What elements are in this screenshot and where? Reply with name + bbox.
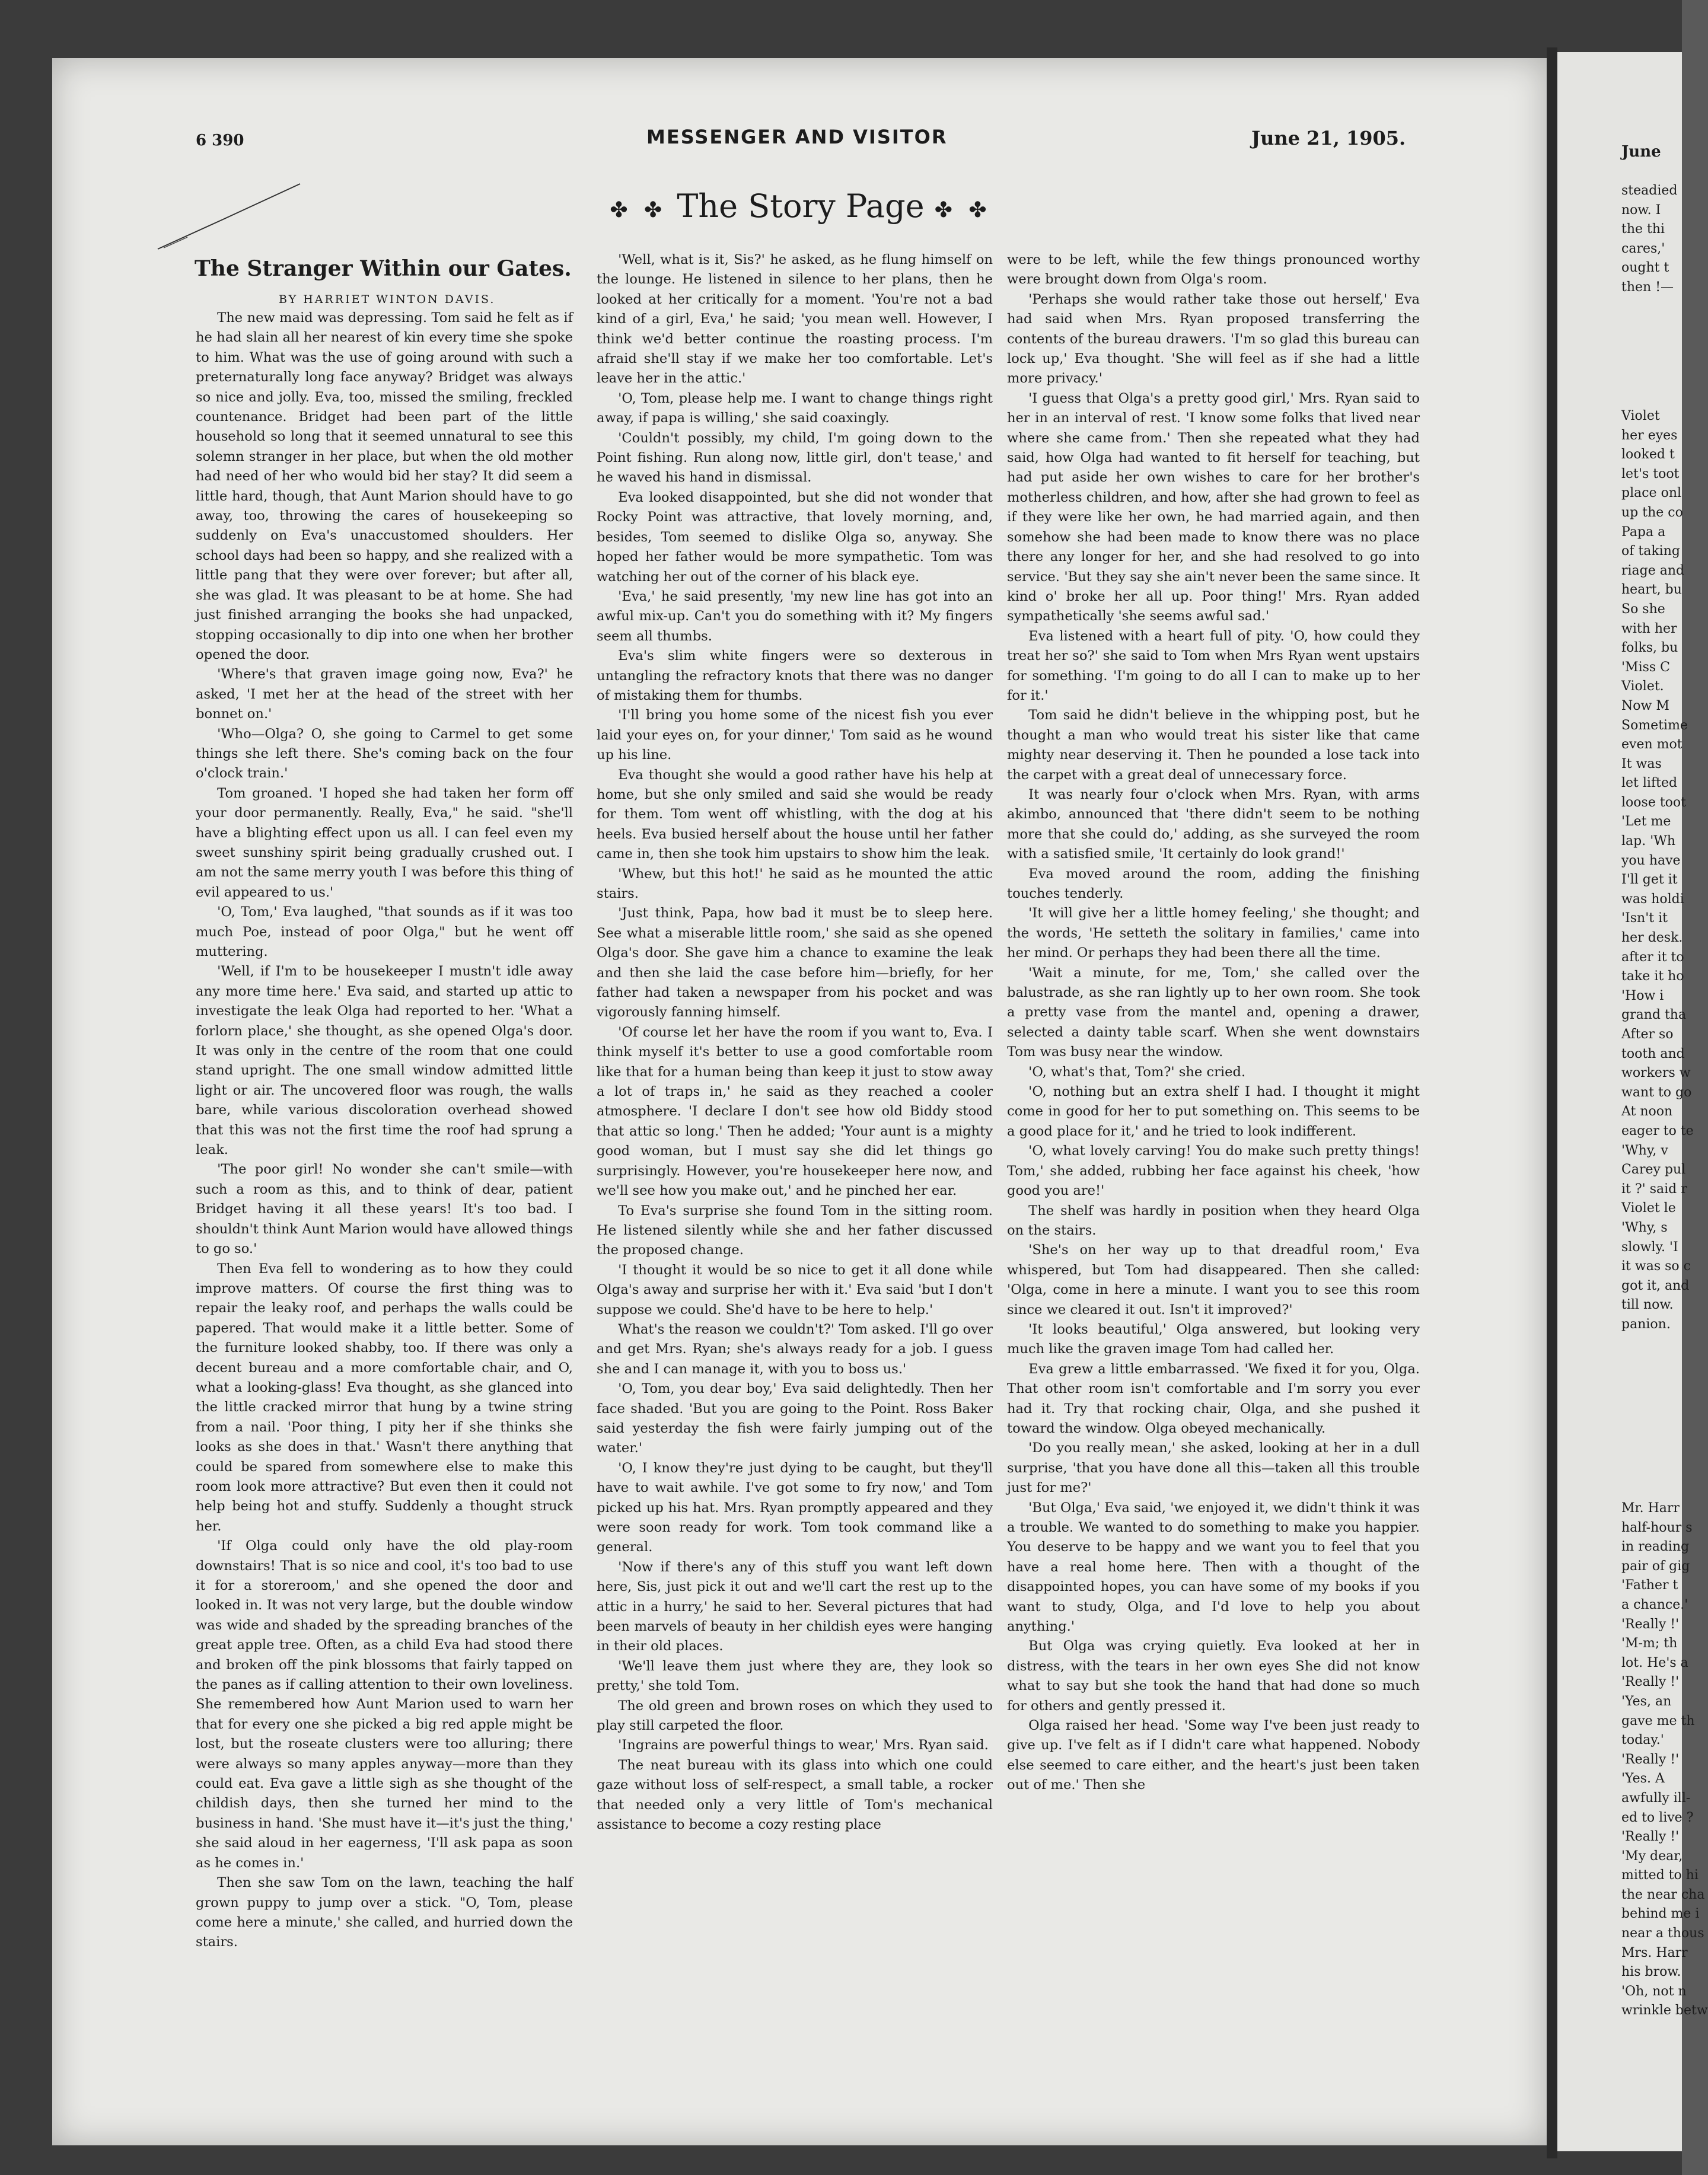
ornament-right-icon: ✤ ✤ <box>934 198 992 222</box>
adjacent-page-line: 'Really !' <box>1621 1616 1680 1632</box>
paragraph: 'O, what's that, Tom?' she cried. <box>1028 1064 1246 1080</box>
story-byline: BY HARRIET WINTON DAVIS. <box>279 293 496 306</box>
adjacent-page-line: 'Let me <box>1621 814 1671 830</box>
adjacent-page-line: 'Yes. A <box>1621 1771 1665 1787</box>
page-gutter <box>1547 47 1557 2158</box>
paragraph: were to be left, while the few things pronounced worthy were brought down from Olga's room. <box>1007 252 1420 288</box>
adjacent-page-line: it ?' said r <box>1621 1181 1687 1197</box>
text-column-2 <box>597 250 993 1835</box>
adjacent-page-line: At noon <box>1621 1104 1673 1120</box>
adjacent-page-line: 'Yes, an <box>1621 1694 1672 1709</box>
adjacent-page-line: slowly. 'I <box>1621 1239 1678 1255</box>
adjacent-page-line: lap. 'Wh <box>1621 834 1676 849</box>
adjacent-page-line: want to go <box>1621 1085 1692 1100</box>
paragraph: The new maid was depressing. Tom said he felt as if he had slain all her nearest of kin every time she spoke to him. What was the use of going around with such a preternaturally long face anyway? Bridget was always so nice and jolly. Eva, too, missed the smiling, freckled countenance. Bridget had been part of the little household so long that it seemed unnatural to see this solemn stranger in her place, but when the old mother had need of her who would bid her stay? It did seem a little hard, though, that Aunt Marion should have to go away, too, throwing the cares of housekeeping so suddenly on Eva's unaccustomed shoulders. Her school days had been so happy, and she realized with a little pang that they were over forever; but after all, she was glad. It was pleasant to be at home. She had just finished arranging the books she had unpacked, stopping occasionally to dip into one when her brother opened the door. <box>196 310 573 662</box>
adjacent-page-line: 'Isn't it <box>1621 911 1668 926</box>
adjacent-page-line: Carey pul <box>1621 1162 1686 1178</box>
paragraph: Then she saw Tom on the lawn, teaching the half grown puppy to jump over a stick. "O, Tom, please come here a minute,' she called, and hurried down the stairs. <box>196 1875 573 1950</box>
paragraph: 'Who—Olga? O, she going to Carmel to get some things she left there. She's coming back on the four o'clock train.' <box>196 726 573 782</box>
adjacent-page-line: awfully ill- <box>1621 1790 1691 1806</box>
adjacent-page-line: 'Why, v <box>1621 1143 1668 1158</box>
adjacent-page-lines-middle <box>1621 407 1693 1335</box>
issue-date: June 21, 1905. <box>1251 127 1406 149</box>
adjacent-page-line: the thi <box>1621 222 1665 237</box>
adjacent-page-line: Papa a <box>1621 524 1666 540</box>
adjacent-page-line: So she <box>1621 601 1665 617</box>
ornament-left-icon: ✤ ✤ <box>610 198 667 222</box>
paragraph: 'Wait a minute, for me, Tom,' she called over the balustrade, as she ran lightly up to her own room. She took a pretty vase from the mantel and, opening a drawer, selected a dainty table scarf. When she went downstairs Tom was busy near the window. <box>1007 965 1420 1060</box>
adjacent-page-line: 'M-m; th <box>1621 1636 1678 1651</box>
adjacent-page-line: Sometime <box>1621 717 1688 733</box>
paragraph: 'We'll leave them just where they are, they look so pretty,' she told Tom. <box>597 1658 993 1694</box>
adjacent-page-line: 'Miss C <box>1621 659 1671 675</box>
adjacent-page-line: let's toot <box>1621 466 1680 481</box>
paragraph: 'Well, what is it, Sis?' he asked, as he flung himself on the lounge. He listened in silence to her plans, then he looked at her critically for a moment. 'You're not a bad kind of a girl, Eva,' he said; 'you mean well. However, I think we'd better continue the roasting process. I'm afraid she'll stay if we make her too comfortable. Let's leave her in the attic.' <box>597 252 993 387</box>
paragraph: Eva moved around the room, adding the finishing touches tenderly. <box>1007 866 1420 901</box>
adjacent-page-line: 'Really !' <box>1621 1829 1680 1845</box>
section-heading <box>587 187 1014 225</box>
paragraph: 'Ingrains are powerful things to wear,' Mrs. Ryan said. <box>618 1737 989 1753</box>
paragraph: Eva grew a little embarrassed. 'We fixed it for you, Olga. That other room isn't comfortable and I'm sorry you ever had it. Try that rocking chair, Olga, and she pushed it toward the window. Olga obeyed mechanically. <box>1007 1361 1420 1436</box>
adjacent-page-line: was holdi <box>1621 891 1684 907</box>
scratch-mark <box>152 178 306 261</box>
paragraph: Eva's slim white fingers were so dexterous in untangling the refractory knots that there was no danger of mistaking them for thumbs. <box>597 648 993 703</box>
paragraph: To Eva's surprise she found Tom in the sitting room. He listened silently while she and her father discussed the proposed change. <box>597 1203 993 1258</box>
adjacent-page-line: you have <box>1621 853 1681 868</box>
section-title: The Story Page <box>677 187 925 225</box>
adjacent-page-line: pair of gig <box>1621 1558 1690 1574</box>
paragraph: The neat bureau with its glass into which one could gaze without loss of self-respect, a small table, a rocker that needed only a very little of Tom's mechanical assistance to become a cozy resting place <box>597 1757 993 1833</box>
paragraph: Tom groaned. 'I hoped she had taken her form off your door permanently. Really, Eva," he said. "she'll have a blighting effect upon us all. I can feel even my sweet sunshiny spirit being gradually crushed out. I am not the same merry youth I was before this thing of evil appeared to us.' <box>196 785 573 900</box>
text-column-1 <box>196 308 573 1953</box>
paragraph: Olga raised her head. 'Some way I've been just ready to give up. I've felt as if I didn't care what happened. Nobody else seemed to care either, and the heart's just been taken out of me.' Then she <box>1007 1718 1420 1793</box>
paragraph: What's the reason we couldn't?' Tom asked. I'll go over and get Mrs. Ryan; she's always ready for a job. I guess she and I can manage it, with you to boss us.' <box>597 1321 993 1377</box>
adjacent-page-line: then !— <box>1621 279 1674 295</box>
adjacent-page-lines-bottom <box>1621 1499 1708 2021</box>
adjacent-page-line: panion. <box>1621 1316 1671 1332</box>
adjacent-page-line: looked t <box>1621 447 1675 463</box>
adjacent-page-line: a chance.' <box>1621 1597 1688 1612</box>
story-title: The Stranger Within our Gates. <box>195 256 572 281</box>
paragraph: Then Eva fell to wondering as to how they could improve matters. Of course the first thing was to repair the leaky roof, and perhaps the walls could be papered. That would make it a little better. Some of the furniture looked shabby, too. If there was only a decent bureau and a more comfortable chair, and O, what a looking-glass! Eva thought, as she glanced into the little cracked mirror that hung by a twine string from a nail. 'Poor thing, I pity her if she thinks she looks as she does in that.' Wasn't there anything that could be spared from somewhere else to make this room look more attractive? But even then it could not help being hot and stuffy. Suddenly a thought struck her. <box>196 1261 573 1534</box>
paragraph: Tom said he didn't believe in the whipping post, but he thought a man who would treat his sister like that came mighty near deserving it. Then he pounded a lose tack into the carpet with a great deal of unnecessary force. <box>1007 707 1420 783</box>
adjacent-page-line: up the co <box>1621 505 1683 520</box>
paragraph: 'It will give her a little homey feeling,' she thought; and the words, 'He setteth the solitary in families,' came into her mind. Or perhaps they had been there all the time. <box>1007 905 1420 961</box>
adjacent-page-line: till now. <box>1621 1297 1674 1313</box>
newspaper-masthead: MESSENGER AND VISITOR <box>646 126 948 148</box>
adjacent-page-line: in reading <box>1621 1539 1690 1555</box>
paragraph: 'I guess that Olga's a pretty good girl,' Mrs. Ryan said to her in an interval of rest. 'I know some folks that lived near where she came from.' Then she repeated what they had said, how Olga had wanted to fit herself for teaching, but had put aside her own wishes to care for her brother's motherless children, and how, after she had grown to feel as if they were like her own, he had married again, and then somehow she had been made to know there was no place there any longer for her, and she had resolved to go into service. 'But they say she ain't never been the same since. It kind o' broke her all up. Poor thing!' Mrs. Ryan added sympathetically 'she seems awful sad.' <box>1007 390 1420 624</box>
adjacent-page-line: mitted to hi <box>1621 1868 1699 1883</box>
adjacent-page-line: Violet. <box>1621 679 1664 694</box>
adjacent-page-line: let lifted <box>1621 776 1678 791</box>
adjacent-page-line: half-hour s <box>1621 1520 1693 1535</box>
adjacent-page-line: now. I <box>1621 202 1661 218</box>
paragraph: Eva looked disappointed, but she did not wonder that Rocky Point was attractive, that lovely morning, and, besides, Tom seemed to dislike Olga so, anyway. She hoped her father would be more sympathetic. Tom was watching her out of the corner of his black eye. <box>597 489 993 585</box>
paragraph: 'Couldn't possibly, my child, I'm going down to the Point fishing. Run along now, little girl, don't tease,' and he waved his hand in dismissal. <box>597 430 993 486</box>
adjacent-page-line: 'Oh, not n <box>1621 1983 1687 1999</box>
adjacent-page-line: near a thous <box>1621 1926 1704 1941</box>
adjacent-page-line: grand tha <box>1621 1007 1687 1023</box>
paragraph: 'O, Tom, you dear boy,' Eva said delightedly. Then her face shaded. 'But you are going to the Point. Ross Baker said yesterday the fish were fairly jumping out of the water.' <box>597 1381 993 1456</box>
adjacent-page-line: I'll get it <box>1621 872 1678 888</box>
adjacent-page-header: June <box>1621 143 1661 161</box>
adjacent-page-line: 'Really !' <box>1621 1752 1680 1767</box>
adjacent-page-line: place onl <box>1621 486 1682 501</box>
paragraph: 'Of course let her have the room if you want to, Eva. I think myself it's better to use a good comfortable room like that for a human being than keep it just to stow away a lot of traps in,' he said as they reached a cooler atmosphere. 'I declare I don't see how old Biddy stood that attic so long.' Then he added; 'Your aunt is a mighty good woman, but I must say she did let things go surprisingly. However, you're housekeeper here now, and we'll see how you make out,' and he pinched her ear. <box>597 1024 993 1199</box>
paragraph: 'Whew, but this hot!' he said as he mounted the attic stairs. <box>597 866 993 901</box>
adjacent-page-line: workers w <box>1621 1066 1691 1081</box>
adjacent-page-lines-top <box>1621 181 1693 298</box>
adjacent-page-line: the near cha <box>1621 1887 1705 1902</box>
adjacent-page-line: gave me th <box>1621 1713 1695 1728</box>
paragraph: 'But Olga,' Eva said, 'we enjoyed it, we didn't think it was a trouble. We wanted to do something to make you happier. You deserve to be happy and we want you to feel that you have a real home here. Then with a thought of the disappointed hopes, you can have some of my books if you want to study, Olga, and I'd love to help you about anything.' <box>1007 1500 1420 1635</box>
paragraph: 'Eva,' he said presently, 'my new line has got into an awful mix-up. Can't you do something with it? My fingers seem all thumbs. <box>597 588 993 644</box>
paragraph: 'O, Tom,' Eva laughed, "that sounds as if it was too much Poe, instead of poor Olga," but he went off muttering. <box>196 904 573 959</box>
adjacent-page-line: 'How i <box>1621 988 1664 1003</box>
adjacent-page-line: loose toot <box>1621 795 1687 810</box>
paragraph: 'Just think, Papa, how bad it must be to sleep here. See what a miserable little room,' she said as she opened Olga's door. She gave him a chance to examine the leak and then she laid the case before him—briefly, for her father had taken a newspaper from his pocket and was vigorously fanning himself. <box>597 905 993 1020</box>
adjacent-page-line: Violet <box>1621 409 1660 423</box>
adjacent-page-line: wrinkle betw <box>1621 2003 1708 2018</box>
adjacent-page-line: her desk. <box>1621 930 1683 946</box>
paragraph: 'It looks beautiful,' Olga answered, but looking very much like the graven image Tom had called her. <box>1007 1321 1420 1357</box>
paragraph: 'Where's that graven image going now, Eva?' he asked, 'I met her at the head of the street with her bonnet on.' <box>196 666 573 722</box>
adjacent-page-line: Mr. Harr <box>1621 1501 1680 1516</box>
adjacent-page-line: behind me i <box>1621 1906 1700 1922</box>
adjacent-page-line: Violet le <box>1621 1201 1676 1216</box>
adjacent-page-line: with her <box>1621 621 1677 636</box>
adjacent-page-line: 'My dear, <box>1621 1848 1683 1864</box>
adjacent-page-line: riage and <box>1621 563 1685 578</box>
paragraph: The old green and brown roses on which they used to play still carpeted the floor. <box>597 1698 993 1734</box>
adjacent-page-line: Mrs. Harr <box>1621 1945 1688 1960</box>
paragraph: 'O, I know they're just dying to be caught, but they'll have to wait awhile. I've got some to fry now,' and Tom picked up his hat. Mrs. Ryan promptly appeared and they were soon ready for work. Tom took command like a general. <box>597 1460 993 1555</box>
adjacent-page-line: 'Father t <box>1621 1578 1678 1593</box>
adjacent-page-line: her eyes <box>1621 428 1678 443</box>
adjacent-page-line: after it to <box>1621 949 1684 965</box>
paragraph: 'O, Tom, please help me. I want to change things right away, if papa is willing,' she said coaxingly. <box>597 390 993 426</box>
paragraph: 'Well, if I'm to be housekeeper I mustn't idle away any more time here.' Eva said, and started up attic to investigate the leak Olga had reported to her. 'What a forlorn place,' she thought, as she opened Olga's door. It was only in the centre of the room that one could stand upright. The one small window admitted little light or air. The uncovered floor was rough, the walls bare, while various discoloration overhead showed that this was not the first time the roof had sprung a leak. <box>196 964 573 1158</box>
paragraph: The shelf was hardly in position when they heard Olga on the stairs. <box>1007 1203 1420 1238</box>
paragraph: 'Perhaps she would rather take those out herself,' Eva had said when Mrs. Ryan proposed transferring the contents of the bureau drawers. 'I'm so glad this bureau can lock up,' Eva thought. 'She will feel as if she had a little more privacy.' <box>1007 291 1420 387</box>
paragraph: Eva thought she would a good rather have his help at home, but she only smiled and said she would be ready for them. Tom went off whistling, with the dog at his heels. Eva busied herself about the house until her father came in, then she took him upstairs to show him the leak. <box>597 767 993 862</box>
adjacent-page-line: 'Really !' <box>1621 1675 1680 1690</box>
adjacent-page-line: After so <box>1621 1027 1674 1042</box>
adjacent-page-line: Now M <box>1621 698 1669 713</box>
paragraph: 'I'll bring you home some of the nicest fish you ever laid your eyes on, for your dinner,' Tom said as he wound up his line. <box>597 707 993 763</box>
adjacent-page-line: eager to te <box>1621 1123 1694 1138</box>
adjacent-page-line: his brow. <box>1621 1964 1681 1980</box>
adjacent-page-line: of taking <box>1621 544 1680 559</box>
paragraph: It was nearly four o'clock when Mrs. Ryan, with arms akimbo, announced that 'there didn't seem to be nothing more that she could do,' adding, as she surveyed the room with a satisfied smile, 'It certainly do look grand!' <box>1007 786 1420 862</box>
adjacent-page-line: It was <box>1621 756 1662 771</box>
page-number: 6 390 <box>196 132 244 149</box>
adjacent-page-line: heart, bu <box>1621 582 1682 598</box>
adjacent-page-line: lot. He's a <box>1621 1655 1688 1670</box>
paragraph: 'O, what lovely carving! You do make such pretty things! Tom,' she added, rubbing her face against his cheek, 'how good you are!' <box>1007 1143 1420 1199</box>
adjacent-page-line: ed to live ? <box>1621 1810 1694 1825</box>
adjacent-page-line: got it, and <box>1621 1278 1690 1293</box>
adjacent-page-line: cares,' <box>1621 241 1665 256</box>
paragraph: But Olga was crying quietly. Eva looked at her in distress, with the tears in her own eyes She did not know what to say but she took the hand that had done so much for others and gently pressed it. <box>1007 1638 1420 1714</box>
adjacent-page-line: ought t <box>1621 260 1669 276</box>
adjacent-page-line: 'Why, s <box>1621 1220 1668 1235</box>
paragraph: 'Now if there's any of this stuff you want left down here, Sis, just pick it out and we'll cart the rest up to the attic in a hurry,' he said to her. Several pictures that had been marvels of beauty in her childish eyes were hanging in their old places. <box>597 1559 993 1654</box>
paragraph: 'If Olga could only have the old play-room downstairs! That is so nice and cool, it's too bad to use it for a storeroom,' and she opened the door and looked in. It was not very large, but the double window was wide and shaded by the spreading branches of the great apple tree. Often, as a child Eva had stood there and broken off the pink blossoms that fairly tapped on the panes as if calling attention to their own loveliness. She remembered how Aunt Marion used to warn her that for every one she picked a big red apple might be lost, but the roseate clusters were too alluring; there were always so many apples anyway—more than they could eat. Eva gave a little sigh as she thought of the childish days, then she turned her mind to the business in hand. 'She must have it—it's just the thing,' she said aloud in her eagerness, 'I'll ask papa as soon as he comes in.' <box>196 1538 573 1871</box>
paragraph: 'Do you really mean,' she asked, looking at her in a dull surprise, 'that you have done all this—taken all this trouble just for me?' <box>1007 1440 1420 1496</box>
adjacent-page-line: steadied <box>1621 183 1678 198</box>
text-column-3 <box>1007 250 1420 1796</box>
paragraph: 'The poor girl! No wonder she can't smile—with such a room as this, and to think of dear, patient Bridget having it all these years! It's too bad. I shouldn't think Aunt Marion would have allowed things to go so.' <box>196 1162 573 1257</box>
adjacent-page-line: it was so c <box>1621 1259 1691 1274</box>
paragraph: Eva listened with a heart full of pity. 'O, how could they treat her so?' she said to Tom when Mrs Ryan went upstairs for something. 'I'm going to do all I can to make up to her for it.' <box>1007 628 1420 703</box>
adjacent-page-line: take it ho <box>1621 969 1684 984</box>
paragraph: 'She's on her way up to that dreadful room,' Eva whispered, but Tom had disappeared. Then she called: 'Olga, come in here a minute. I want you to see this room since we cleared it out. Isn't it improved?' <box>1007 1242 1420 1318</box>
paragraph: 'O, nothing but an extra shelf I had. I thought it might come in good for her to put something on. This seems to be a good place for it,' and he tried to look indifferent. <box>1007 1084 1420 1139</box>
paragraph: 'I thought it would be so nice to get it all done while Olga's away and surprise her with it.' Eva said 'but I don't suppose we could. She'd have to be here to help.' <box>597 1262 993 1318</box>
adjacent-page-line: today.' <box>1621 1733 1664 1748</box>
adjacent-page-line: tooth and <box>1621 1046 1685 1061</box>
adjacent-page-line: even mot <box>1621 737 1682 752</box>
adjacent-page-line: folks, bu <box>1621 640 1678 656</box>
